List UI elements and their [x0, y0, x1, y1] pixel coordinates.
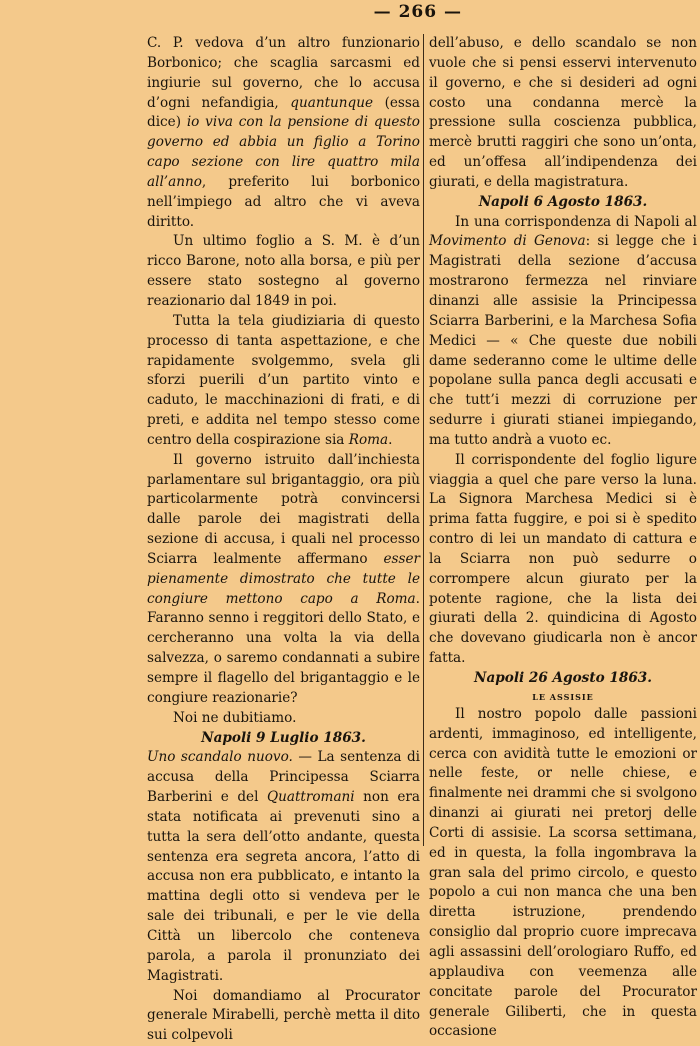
paragraph: [147, 709, 420, 729]
text-run: Il governo istruito dall’inchiesta parlamentare sul brigantaggio, ora più particolarmente potrà convincersi dalle parole dei magistrati della sezione di accusa, i quali nel processo Sciarra lealmente affermano: [147, 452, 420, 567]
italic-text: io viva con la pensione di questo governo ed abbia un figlio a Torino capo sezione con lire quattro mila all’anno: [147, 114, 420, 190]
paragraph: [429, 451, 697, 669]
paragraph: [147, 987, 420, 1046]
text-run: non era stata notificata ai prevenuti sino a tutta la sera dell’otto andante, questa sentenza era segreta ancora, l’atto di accusa non era pubblicato, e intanto la mattina degli otto si vendeva per le sale dei tribunali, e per le vie della Città un libercolo che conteneva parola, a parola il pronunziato dei Magistrati.: [147, 789, 420, 984]
dateline: Napoli 9 Luglio 1863.: [147, 729, 420, 749]
text-run: (essa dice): [147, 95, 420, 131]
paragraph: [429, 34, 697, 193]
section-heading: LE ASSISIE: [429, 691, 697, 703]
paragraph: [147, 232, 420, 311]
text-run: Il nostro popolo dalle passioni ardenti, immaginoso, ed intelligente, cerca con avidità tutte le emozioni or nelle feste, or nelle chiese, e finalmente nei drammi che si svolgono dinanzi ai giurati nei pretorj delle Corti di assisie. La scorsa settimana, ed in questa, la folla ingombrava la gran sala del primo circolo, e questo popolo a cui non manca che una ben diretta istruzione, prendendo consiglio dal proprio cuore imprecava agli assassini dell’orologiaro Ruffo, ed applaudiva con veemenza alle concitate parole del Procurator generale Giliberti, che in questa occasione: [429, 706, 697, 1040]
right-column: [429, 34, 697, 1042]
dateline: Napoli 6 Agosto 1863.: [429, 193, 697, 213]
paragraph: [147, 451, 420, 709]
paragraph: [147, 34, 420, 232]
paragraph: [147, 748, 420, 986]
text-run: , preferito lui borbonico nell’impiego ad altro che vi aveva diritto.: [147, 174, 420, 230]
dateline: Napoli 26 Agosto 1863.: [429, 669, 697, 689]
text-run: In una corrispondenza di Napoli al: [455, 214, 697, 230]
text-run: Un ultimo foglio a S. M. è d’un ricco Barone, noto alla borsa, e più per essere stato sostegno al governo reazionario dal 1849 in poi.: [147, 233, 420, 309]
italic-text: esser pienamente dimostrato che tutte le congiure mettono capo a Roma: [147, 551, 420, 607]
text-run: — La sentenza di accusa della Principessa Sciarra Barberini e del: [147, 749, 420, 805]
text-run: .: [388, 432, 392, 448]
paragraph: [429, 213, 697, 451]
italic-text: Roma: [349, 432, 388, 448]
page-number: — 266 —: [0, 2, 700, 22]
column-divider: [423, 34, 424, 846]
italic-text: Uno scandalo nuovo.: [147, 749, 293, 765]
paragraph: [147, 312, 420, 451]
paragraph: [429, 705, 697, 1042]
text-run: : si legge che i Magistrati della sezione d’accusa mostrarono fermezza nel rinviare dinanzi alle assisie la Principessa Sciarra Barberini, e la Marchesa Sofia Medici — « Che queste due nobili dame sederanno come le ultime delle popolane sulla panca degli accusati e che tutt’i mezzi di corruzione per sedurre i giurati stianei impiegando, ma tutto andrà a vuoto ec.: [429, 233, 697, 447]
text-run: Il corrispondente del foglio ligure viaggia a quel che pare verso la luna. La Signora Marchesa Medici si è prima fatta fuggire, e poi si è spedito contro di lei un mandato di cattura e la Sciarra non può sedurre o corrompere alcun giurato per la potente ragione, che la lista dei giurati della 2. quindicina di Agosto che dovevano giudicarla non è ancor fatta.: [429, 452, 697, 666]
text-run: . Faranno senno i reggitori dello Stato, e cercheranno una volta la via della salvezza, o saremo condannati a subire sempre il flagello del brigantaggio e le congiure reazionarie?: [147, 591, 420, 706]
text-run: C. P. vedova d’un altro funzionario Borbonico; che scaglia sarcasmi ed ingiurie sul governo, che lo accusa d’ogni nefandigia,: [147, 35, 420, 111]
text-run: Noi domandiamo al Procurator generale Mirabelli, perchè metta il dito sui colpevoli: [147, 988, 420, 1044]
text-run: Tutta la tela giudiziaria di questo processo di tanta aspettazione, e che rapidamente svolgemmo, svela gli sforzi puerili d’un partito vinto e caduto, le macchinazioni di frati, e di preti, e addita nel tempo stesso come centro della cospirazione sia: [147, 313, 420, 448]
text-run: Noi ne dubitiamo.: [173, 710, 296, 726]
text-run: dell’abuso, e dello scandalo se non vuole che si pensi esservi intervenuto il governo, e che si desideri ad ogni costo una condanna mercè la pressione sulla coscienza pubblica, mercè brutti raggiri che sono un’onta, ed un’offesa all’indipendenza dei giurati, e della magistratura.: [429, 35, 697, 190]
left-column: [147, 34, 420, 1046]
italic-text: Movimento di Genova: [429, 233, 586, 249]
italic-text: Quattromani: [267, 789, 355, 805]
italic-text: quantunque: [290, 95, 373, 111]
